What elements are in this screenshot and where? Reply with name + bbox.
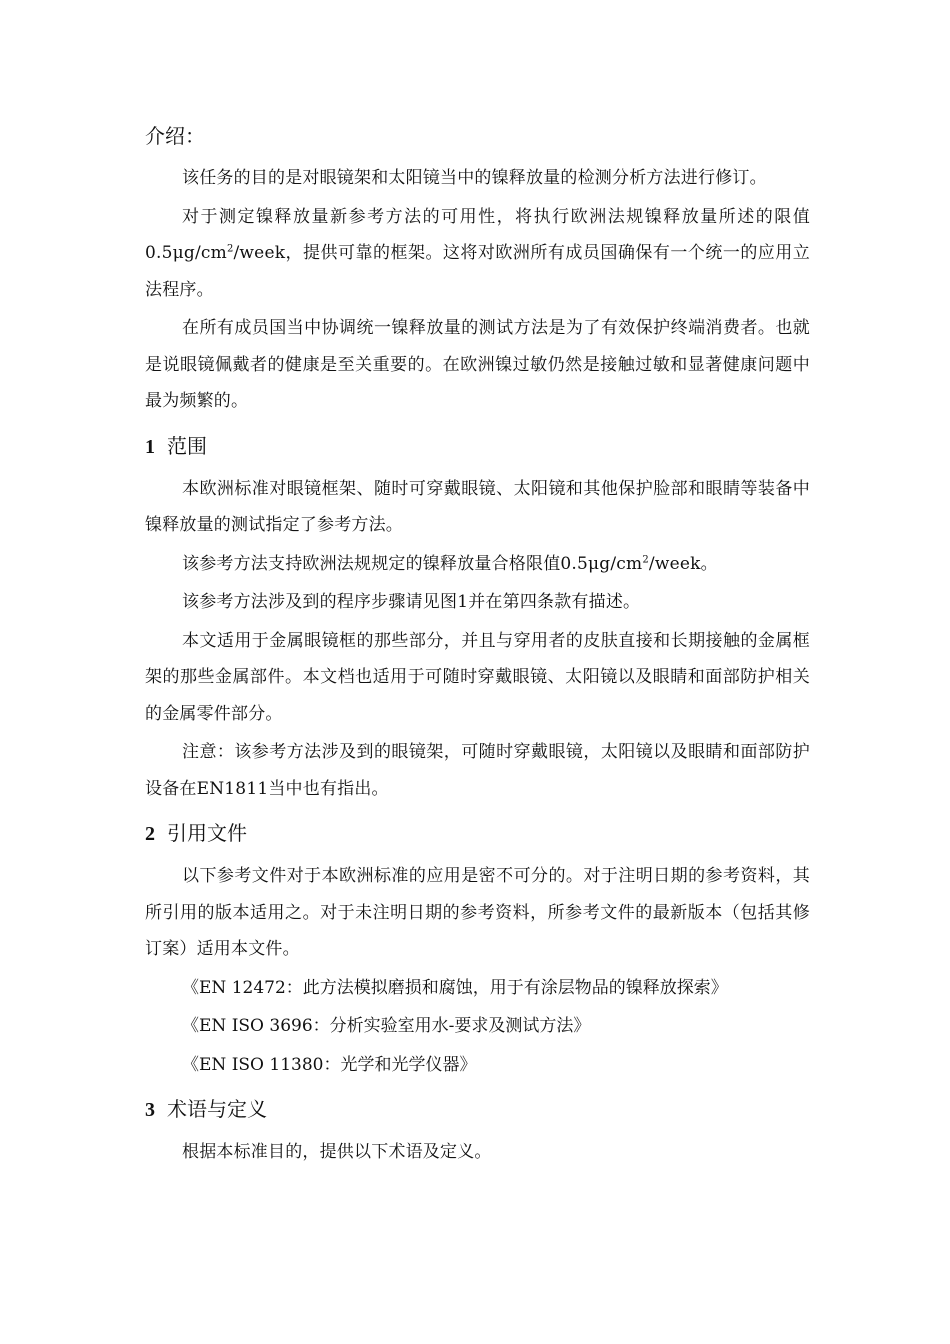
document-body xyxy=(145,118,810,1173)
section-3-heading xyxy=(145,1091,810,1128)
reference-item: 《EN 12472：此方法模拟磨损和腐蚀，用于有涂层物品的镍释放探索》 xyxy=(182,977,728,998)
section-3-paragraph-1: 根据本标准目的，提供以下术语及定义。 xyxy=(182,1142,492,1162)
section-2-heading xyxy=(145,815,810,852)
section-1-note: 注意：该参考方法涉及到的眼镜架，可随时穿戴眼镜，太阳镜以及眼睛和面部防护设备在EN1811当中也有指出。 xyxy=(145,742,810,799)
section-1-paragraph-2-head: 该参考方法支持欧洲法规规定的镍释放量合格限值0.5μg/cm xyxy=(182,553,643,574)
section-1-paragraph-2-tail: /week。 xyxy=(648,553,718,574)
intro-paragraph-3: 在所有成员国当中协调统一镍释放量的测试方法是为了有效保护终端消费者。也就是说眼镜佩戴者的健康是至关重要的。在欧洲镍过敏仍然是接触过敏和显著健康问题中最为频繁的。 xyxy=(145,318,810,411)
section-1-paragraph-4: 本文适用于金属眼镜框的那些部分，并且与穿用者的皮肤直接和长期接触的金属框架的那些金属部件。本文档也适用于可随时穿戴眼镜、太阳镜以及眼睛和面部防护相关的金属零件部分。 xyxy=(145,630,810,724)
intro-paragraph-2 xyxy=(145,199,810,309)
intro-heading: 介绍： xyxy=(145,124,205,148)
reference-item: 《EN ISO 3696：分析实验室用水-要求及测试方法》 xyxy=(182,1016,591,1036)
superscript: 2 xyxy=(642,553,649,565)
intro-paragraph-2-head: 对于测定镍释放量新参考方法的可用性，将执行欧洲法规镍释放量所述的限值0.5μg/cm xyxy=(145,206,810,263)
section-number: 1 xyxy=(145,435,155,458)
section-1-paragraph-2 xyxy=(145,546,810,583)
section-title: 术语与定义 xyxy=(167,1097,267,1121)
section-title: 引用文件 xyxy=(167,821,247,845)
section-2-paragraph-1: 以下参考文件对于本欧洲标准的应用是密不可分的。对于注明日期的参考资料，其所引用的版本适用之。对于未注明日期的参考资料，所参考文件的最新版本（包括其修订案）适用本文件。 xyxy=(145,866,810,959)
section-1-paragraph-1: 本欧洲标准对眼镜框架、随时可穿戴眼镜、太阳镜和其他保护脸部和眼睛等装备中镍释放量的测试指定了参考方法。 xyxy=(145,478,810,535)
section-1-heading xyxy=(145,428,810,465)
intro-paragraph-1: 该任务的目的是对眼镜架和太阳镜当中的镍释放量的检测分析方法进行修订。 xyxy=(182,168,767,188)
reference-item: 《EN ISO 11380：光学和光学仪器》 xyxy=(182,1054,477,1075)
intro-paragraph-2-tail: /week，提供可靠的框架。这将对欧洲所有成员国确保有一个统一的应用立法程序。 xyxy=(145,243,810,300)
section-title: 范围 xyxy=(167,433,207,458)
section-number: 3 xyxy=(145,1099,155,1121)
section-number: 2 xyxy=(145,823,155,845)
superscript: 2 xyxy=(226,243,234,255)
section-1-paragraph-3: 该参考方法涉及到的程序步骤请见图1并在第四条款有描述。 xyxy=(182,592,641,612)
